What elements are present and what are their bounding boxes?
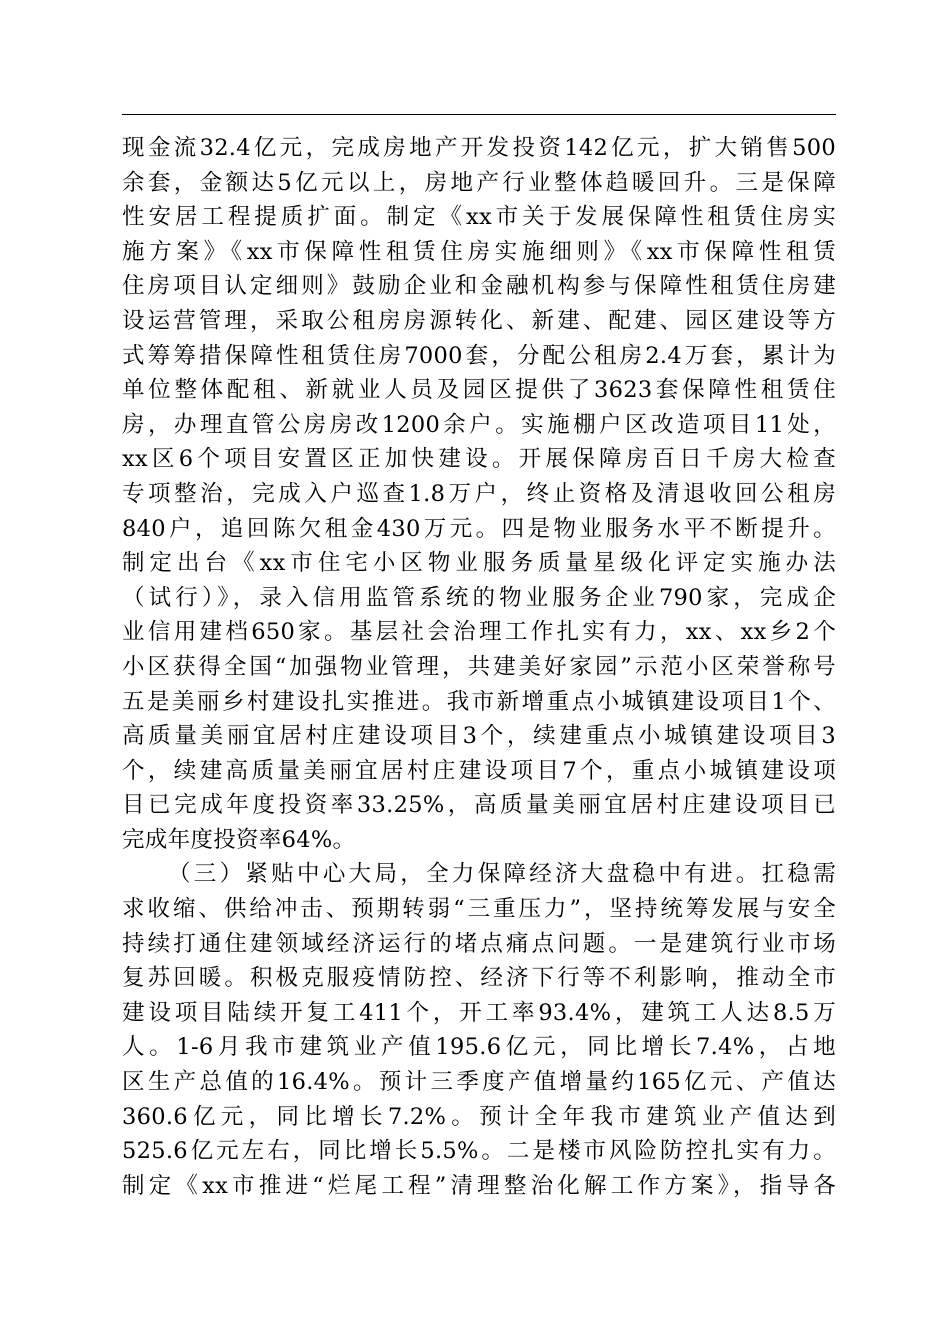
text-line: 持续打通住建领域经济运行的堵点痛点问题。一是建筑行业市场 [122,930,836,957]
text-line: 840户，追回陈欠租金430万元。四是物业服务水平不断提升。 [122,515,836,542]
text-line: xx区6个项目安置区正加快建设。开展保障房百日千房大检查 [122,446,836,473]
text-line: 单位整体配租、新就业人员及园区提供了3623套保障性租赁住 [122,377,836,404]
text-line-paragraph-end: 完成年度投资率64%。 [122,826,356,853]
text-line: 360.6亿元，同比增长7.2%。预计全年我市建筑业产值达到 [122,1103,836,1130]
text-line: 复苏回暖。积极克服疫情防控、经济下行等不利影响，推动全市 [122,965,836,992]
text-line: 施方案》《xx市保障性租赁住房实施细则》《xx市保障性租赁 [122,238,836,265]
text-line: 式筹筹措保障性租赁住房7000套，分配公租房2.4万套，累计为 [122,342,836,369]
text-line: 性安居工程提质扩面。制定《xx市关于发展保障性租赁住房实 [122,204,836,231]
text-line: 小区获得全国“加强物业管理，共建美好家园”示范小区荣誉称号 [122,653,836,680]
text-line: 五是美丽乡村建设扎实推进。我市新增重点小城镇建设项目1个、 [122,688,836,715]
header-rule [122,114,836,115]
text-line: 区生产总值的16.4%。预计三季度产值增量约165亿元、产值达 [122,1069,836,1096]
text-line: 求收缩、供给冲击、预期转弱“三重压力”，坚持统筹发展与安全 [122,896,836,923]
text-line: 个，续建高质量美丽宜居村庄建设项目7个，重点小城镇建设项 [122,757,836,784]
text-line: 制定出台《xx市住宅小区物业服务质量星级化评定实施办法 [122,550,836,577]
text-line: 现金流32.4亿元，完成房地产开发投资142亿元，扩大销售500 [122,135,836,161]
text-line: 建设项目陆续开复工411个，开工率93.4%，建筑工人达8.5万 [122,999,836,1026]
text-line: 高质量美丽宜居村庄建设项目3个，续建重点小城镇建设项目3 [122,723,836,750]
text-line: 住房项目认定细则》鼓励企业和金融机构参与保障性租赁住房建 [122,273,836,300]
text-line: 专项整治，完成入户巡查1.8万户，终止资格及清退收回公租房 [122,480,836,507]
text-line: 制定《xx市推进“烂尾工程”清理整治化解工作方案》，指导各 [122,1172,836,1199]
text-line: 余套，金额达5亿元以上，房地产行业整体趋暖回升。三是保障 [122,169,836,196]
document-body [122,131,836,1203]
text-line: 房，办理直管公房房改1200余户。实施棚户区改造项目11处， [122,411,836,438]
section-heading-line: （三）紧贴中心大局，全力保障经济大盘稳中有进。扛稳需 [168,861,836,888]
text-line: 525.6亿元左右，同比增长5.5%。二是楼市风险防控扎实有力。 [122,1138,836,1165]
text-line: （试行）》，录入信用监管系统的物业服务企业790家，完成企 [122,584,836,611]
text-line: 业信用建档650家。基层社会治理工作扎实有力，xx、xx乡2个 [122,619,836,646]
text-line: 目已完成年度投资率33.25%，高质量美丽宜居村庄建设项目已 [122,792,836,819]
text-line: 设运营管理，采取公租房房源转化、新建、配建、园区建设等方 [122,307,836,334]
text-line: 人。1-6月我市建筑业产值195.6亿元，同比增长7.4%，占地 [122,1034,836,1061]
